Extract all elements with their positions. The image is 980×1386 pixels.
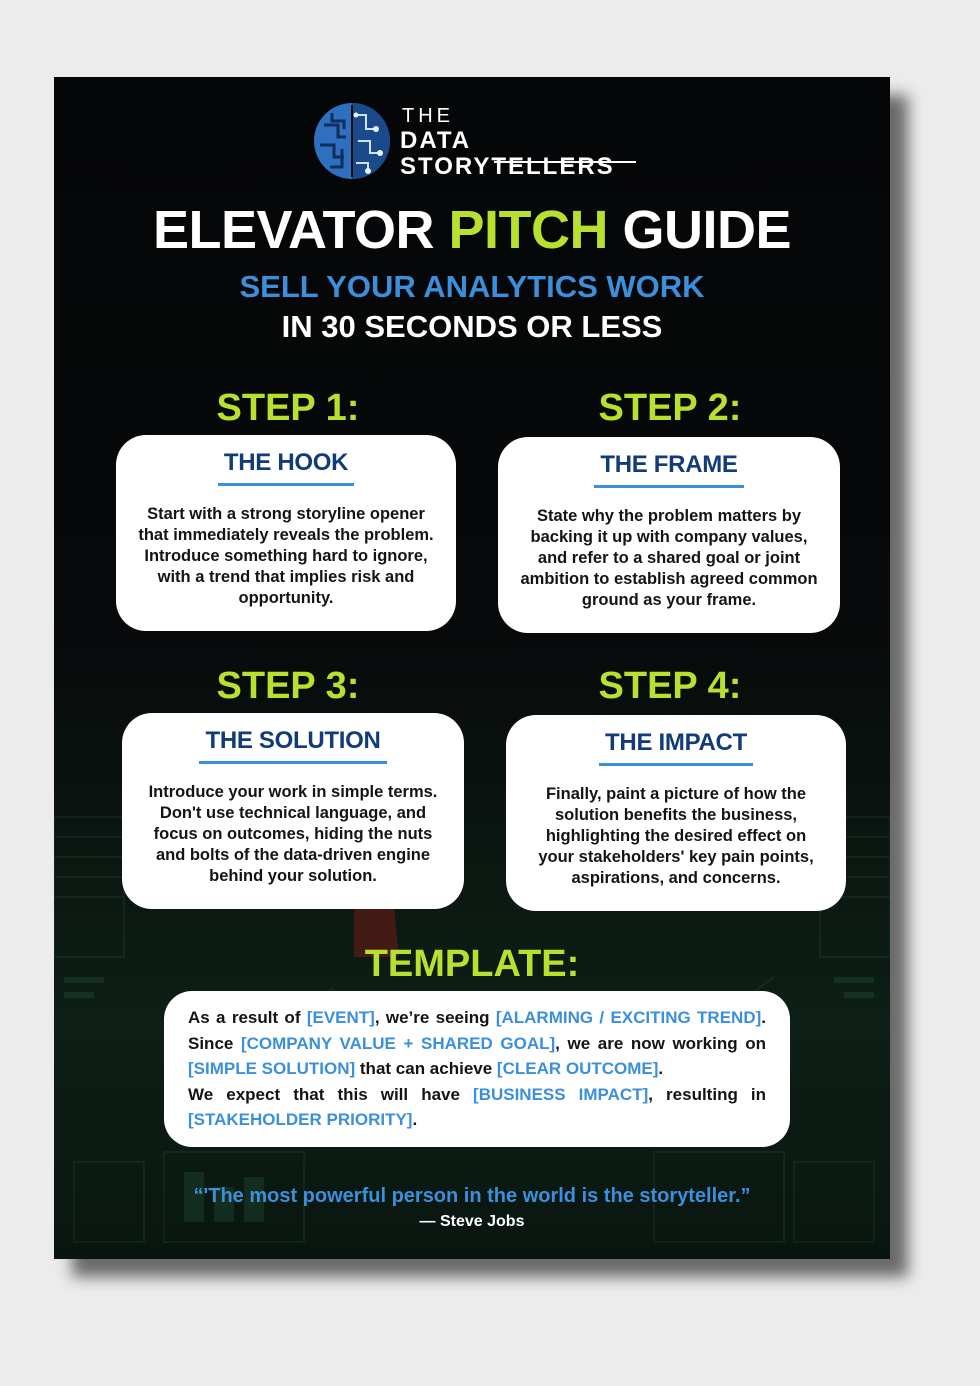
step-3-card (122, 713, 464, 909)
poster (54, 77, 890, 1259)
template-line-4 (188, 1082, 766, 1108)
logo-text-data: DATA (400, 127, 472, 154)
step-4-body: Finally, paint a picture of how the solution benefits the business, highlighting the desired effect on your stakeholders' key pain points, aspirations, and concerns. (538, 785, 814, 887)
template-placeholder-priority: [STAKEHOLDER PRIORITY] (188, 1110, 413, 1129)
title-part1: ELEVATOR (152, 200, 434, 260)
step-3-heading: THE SOLUTION (199, 727, 386, 764)
template-placeholder-trend: [ALARMING / EXCITING TREND] (495, 1008, 762, 1027)
template-placeholder-solution: [SIMPLE SOLUTION] (188, 1059, 356, 1078)
step-3-body: Introduce your work in simple terms. Don't use technical language, and focus on outcomes, hiding the nuts and bolts of the data-driven engine behind your solution. (148, 783, 438, 885)
brand-logo (312, 101, 642, 181)
template-label: TEMPLATE: (364, 943, 580, 985)
title-highlight: PITCH (448, 200, 608, 260)
template-placeholder-outcome: [CLEAR OUTCOME] (496, 1059, 659, 1078)
step-4-heading: THE IMPACT (599, 729, 753, 766)
template-text: . (412, 1110, 418, 1129)
step-4-card (506, 715, 846, 911)
step-1-body: Start with a strong storyline opener that immediately reveals the problem. Introduce something hard to ignore, with a trend that implies risk and opportunity. (138, 505, 434, 607)
template-placeholder-event: [EVENT] (306, 1008, 375, 1027)
logo-text-storytellers: STORYTELLERS (400, 153, 615, 180)
template-line-5 (188, 1107, 766, 1133)
template-text: We expect that this will have (188, 1084, 474, 1104)
step-2-heading: THE FRAME (594, 451, 743, 488)
template-text: Since (188, 1033, 241, 1053)
step-1-label: STEP 1: (216, 387, 360, 429)
template-text: , we’re seeing (374, 1008, 496, 1027)
subtitle-line1: SELL YOUR ANALYTICS WORK (239, 269, 705, 304)
template-card (164, 991, 790, 1147)
page-title (54, 199, 890, 261)
template-line-2 (188, 1031, 766, 1057)
quote-text: “'The most powerful person in the world is the storyteller.” (193, 1185, 751, 1207)
logo-text-the: THE (402, 105, 454, 127)
step-2-body: State why the problem matters by backing it up with company values, and refer to a shared goal or joint ambition to establish agreed common ground as your frame. (520, 507, 818, 609)
circuit-brain-icon (312, 101, 392, 181)
subtitle-line2: IN 30 SECONDS OR LESS (281, 309, 663, 344)
template-text: , we are now working on (555, 1033, 766, 1053)
template-text: . (658, 1059, 664, 1078)
step-4-label: STEP 4: (598, 665, 742, 707)
step-1-card (116, 435, 456, 631)
title-part2: GUIDE (622, 200, 792, 260)
template-line-1 (188, 1005, 766, 1031)
step-1-heading: THE HOOK (218, 449, 354, 486)
step-2-card (498, 437, 840, 633)
template-placeholder-value-goal: [COMPANY VALUE + SHARED GOAL] (240, 1033, 556, 1053)
step-3-label: STEP 3: (216, 665, 360, 707)
template-line-3 (188, 1056, 766, 1082)
template-text: that can achieve (355, 1059, 497, 1078)
template-text: , resulting in (648, 1084, 767, 1104)
step-2-label: STEP 2: (598, 387, 742, 429)
template-text: As a result of (188, 1008, 307, 1027)
template-text: . (761, 1008, 767, 1027)
quote-author: — Steve Jobs (419, 1213, 525, 1230)
template-placeholder-impact: [BUSINESS IMPACT] (473, 1084, 649, 1104)
